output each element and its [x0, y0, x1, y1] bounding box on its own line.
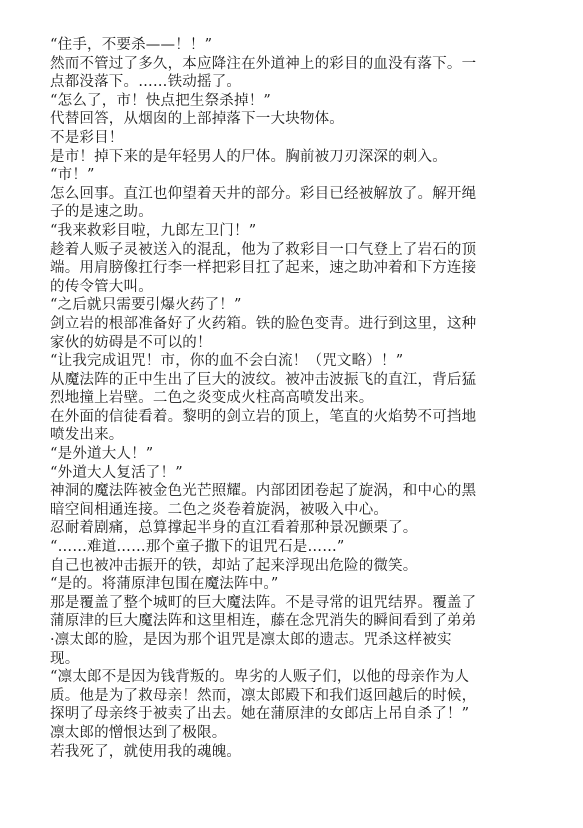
text-line: 趁着人贩子灵被送入的混乱，他为了救彩目一口气登上了岩石的顶 [50, 241, 477, 258]
text-line: “是外道大人！” [50, 446, 154, 463]
text-line: 喷发出来。 [50, 427, 124, 444]
text-line: 现。 [50, 650, 80, 667]
text-line: 神洞的魔法阵被金色光芒照耀。内部团团卷起了旋涡，和中心的黑 [50, 483, 477, 500]
text-line: 代替回答，从烟囱的上部掉落下一大块物体。 [50, 111, 344, 128]
text-line: 那是覆盖了整个城町的巨大魔法阵。不是寻常的诅咒结界。覆盖了 [50, 594, 477, 611]
text-line: 端。用肩膀像扛行李一样把彩目扛了起来，速之助冲着和下方连接 [50, 260, 477, 277]
text-line: 从魔法阵的正中生出了巨大的波纹。被冲击波振飞的直江，背后猛 [50, 371, 477, 388]
text-line: 剑立岩的根部准备好了火药箱。铁的脸色变青。进行到这里，这种 [50, 315, 477, 332]
text-line: “……难道……那个童子撒下的诅咒石是……” [50, 539, 345, 556]
text-line: 凛太郎的憎恨达到了极限。 [50, 724, 227, 741]
text-line: 若我死了，就使用我的魂魄。 [50, 743, 242, 760]
document-page [50, 36, 536, 761]
text-line: 暗空间相通连接。二色之炎卷着旋涡，被吸入中心。 [50, 501, 389, 518]
text-line: “市！” [50, 167, 95, 184]
text-line: 点都没落下。……铁动摇了。 [50, 74, 242, 91]
text-line: 不是彩目！ [50, 129, 124, 146]
text-line: 家伙的妨碍是不可以的！ [50, 334, 212, 351]
text-line: 的传令管大叫。 [50, 278, 153, 295]
text-line: 子的是速之助。 [50, 204, 153, 221]
text-line: “怎么了，市！快点把生祭杀掉！” [50, 92, 272, 109]
text-line: “住手，不要杀——！！” [50, 37, 213, 53]
text-line: “让我完成诅咒！市，你的血不会白流！（咒文略）！” [50, 353, 404, 370]
text-line: 蒲原津的巨大魔法阵和这里相连，藤在念咒消失的瞬间看到了弟弟 [50, 613, 477, 630]
text-line: “我来救彩目啦，九郎左卫门！” [50, 222, 257, 239]
text-line: 质。他是为了救母亲！然而，凛太郎殿下和我们返回越后的时候， [50, 687, 477, 704]
text-line: 在外面的信徒看着。黎明的剑立岩的顶上，笔直的火焰势不可挡地 [50, 408, 477, 425]
text-line: “是的。将蒲原津包围在魔法阵中。” [50, 576, 279, 593]
text-line: 怎么回事。直江也仰望着天井的部分。彩目已经被解放了。解开绳 [50, 185, 477, 202]
text-line: ·凛太郎的脸，是因为那个诅咒是凛太郎的遗志。咒杀这样被实 [50, 632, 452, 648]
text-line: 烈地撞上岩壁。二色之炎变成火柱高高喷发出来。 [50, 390, 374, 407]
text-line: “凛太郎不是因为钱背叛的。卑劣的人贩子们，以他的母亲作为人 [50, 669, 470, 686]
text-line: “外道大人复活了！” [50, 464, 183, 481]
text-line: “之后就只需要引爆火药了！” [50, 297, 242, 314]
text-line: 然而不管过了多久，本应降注在外道神上的彩目的血没有落下。一 [50, 55, 477, 72]
text-line: 是市！掉下来的是年轻男人的尸体。胸前被刀刃深深的刺入。 [50, 148, 447, 165]
text-line: 忍耐着剧痛，总算撑起半身的直江看着那种景况颤栗了。 [50, 520, 418, 537]
text-line: 探明了母亲终于被卖了出去。她在蒲原津的女郎店上吊自杀了！” [50, 706, 470, 723]
text-line: 自己也被冲击振开的铁，却站了起来浮现出危险的微笑。 [50, 557, 418, 574]
